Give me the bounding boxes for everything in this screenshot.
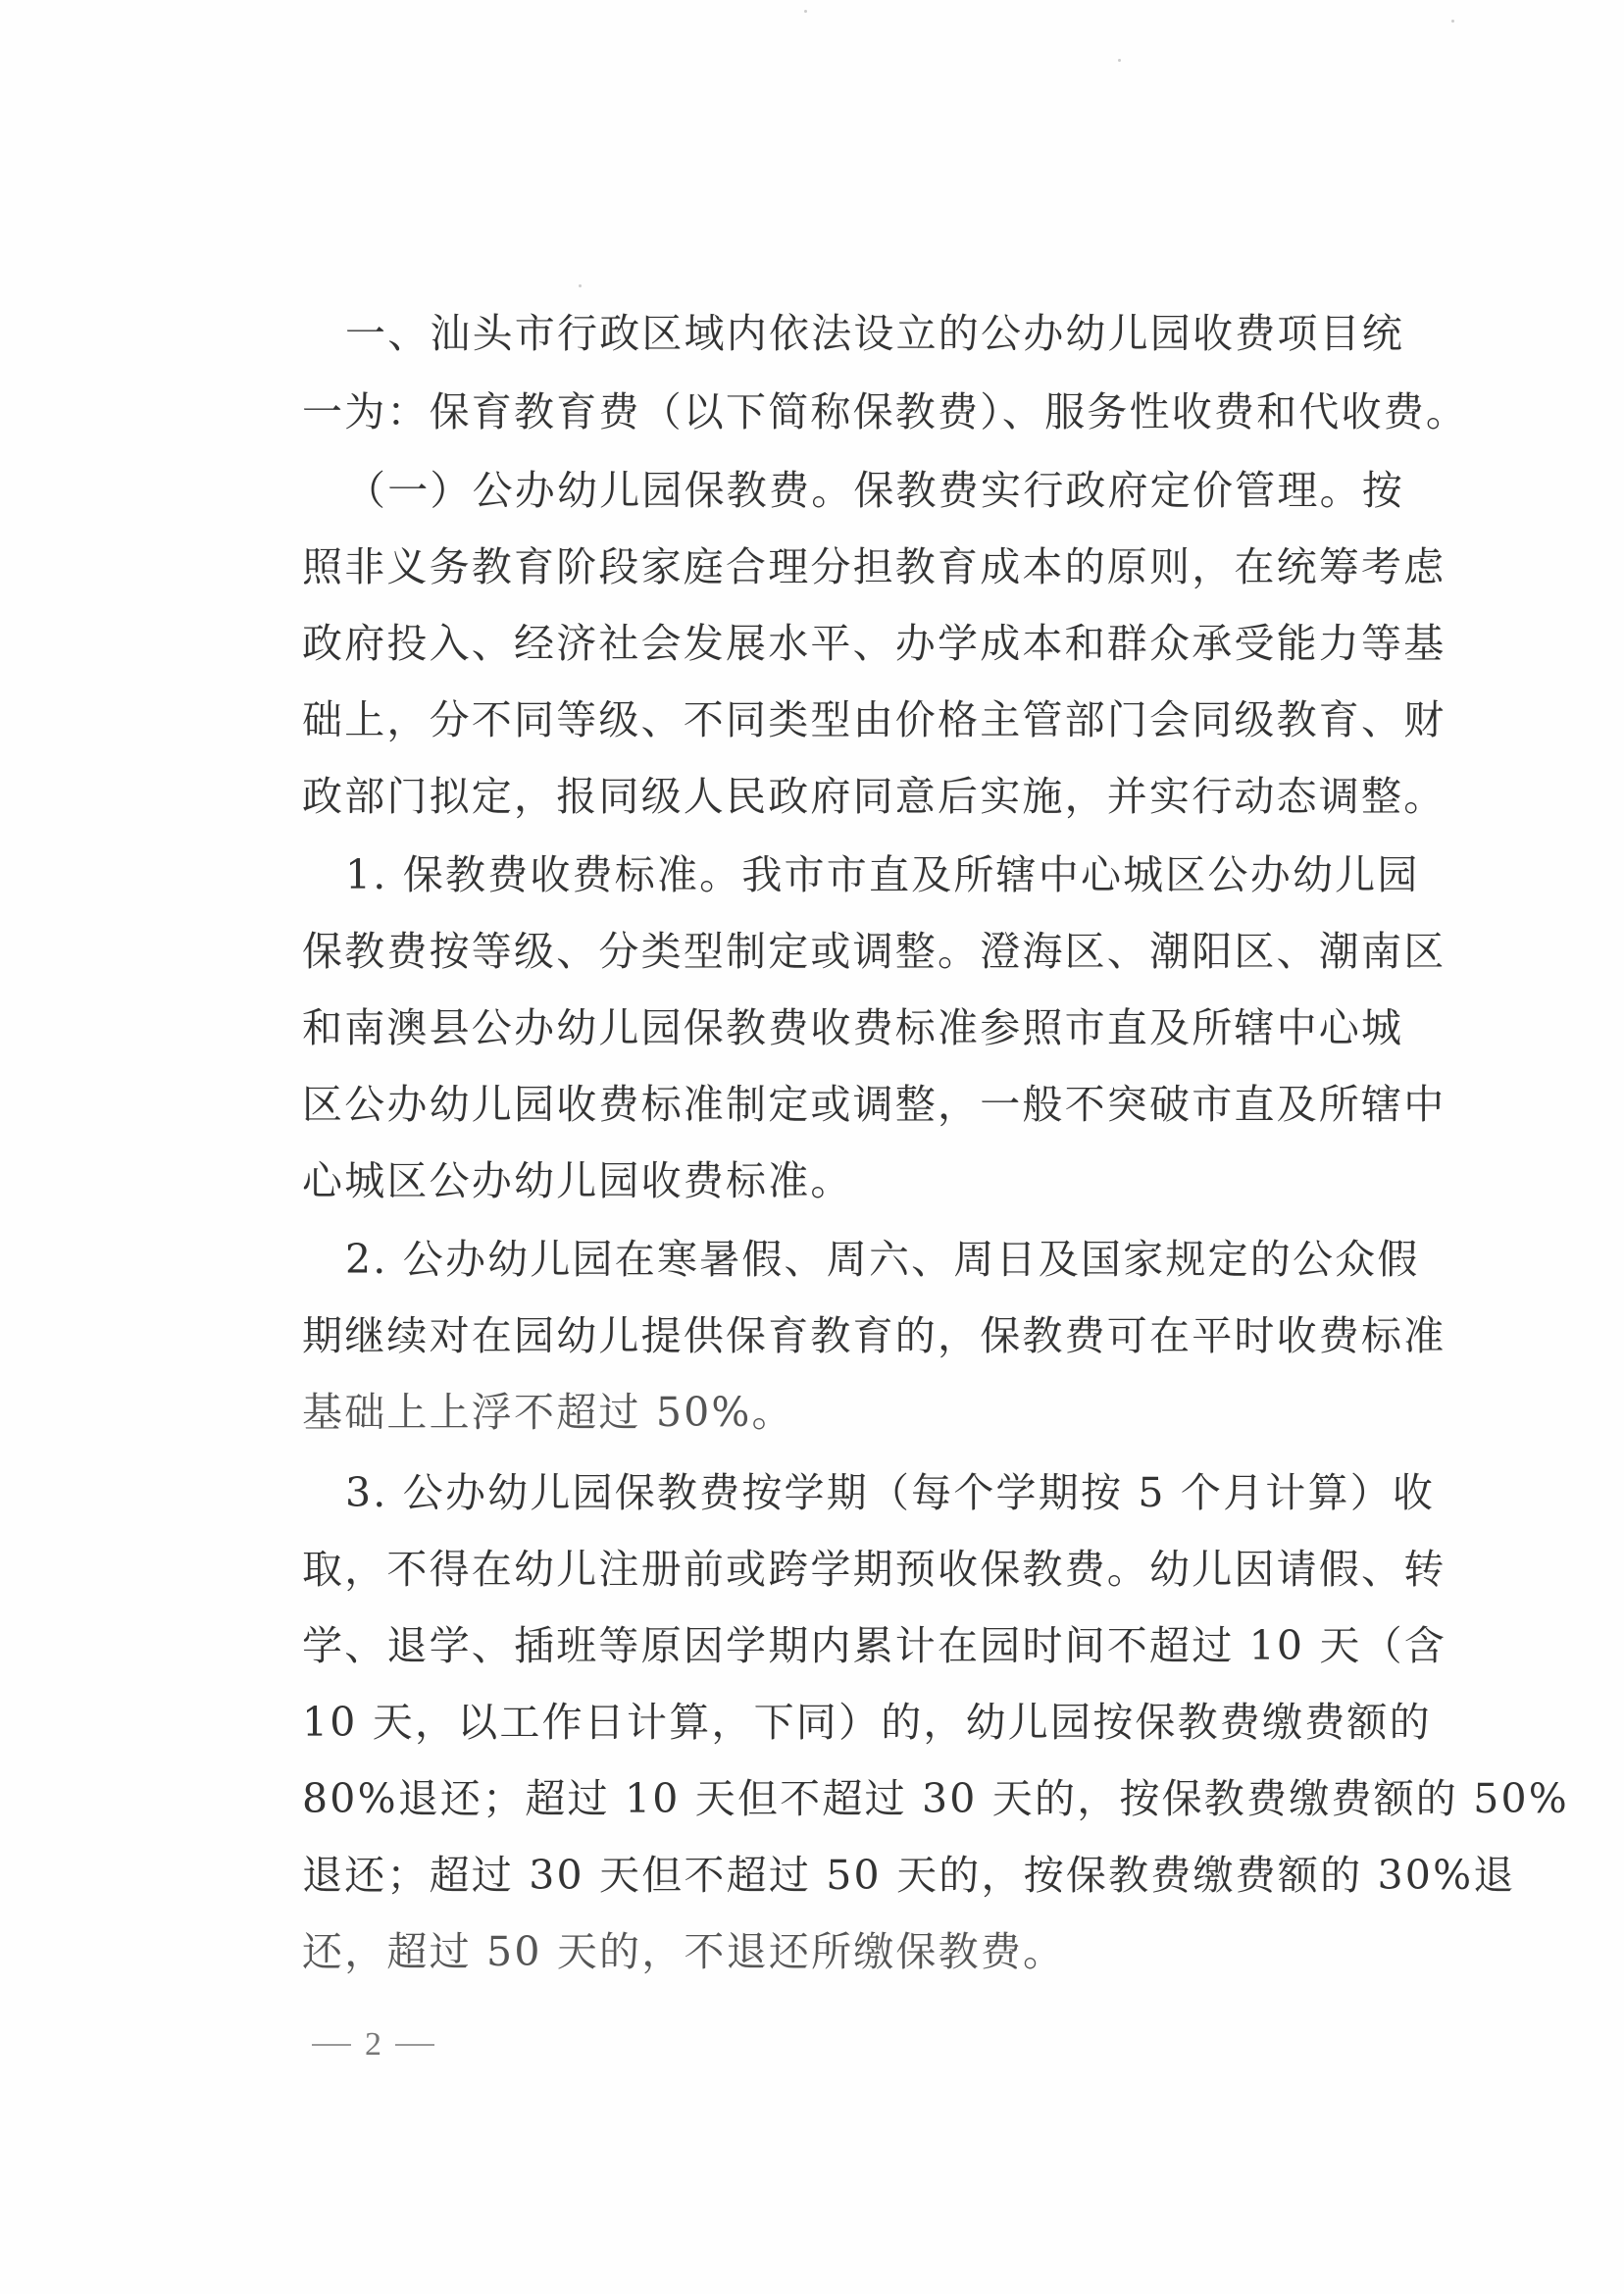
paragraph-line: 80%退还；超过 10 天但不超过 30 天的，按保教费缴费额的 50% bbox=[302, 1775, 1569, 1822]
paragraph-line: 和南澳县公办幼儿园保教费收费标准参照市直及所辖中心城 bbox=[302, 1004, 1404, 1051]
paragraph-line: 础上，分不同等级、不同类型由价格主管部门会同级教育、财 bbox=[302, 696, 1446, 743]
paragraph-line: 一为：保育教育费（以下简称保教费）、服务性收费和代收费。 bbox=[302, 388, 1469, 435]
paragraph-line: 还，超过 50 天的，不退还所缴保教费。 bbox=[302, 1928, 1066, 1975]
scan-speck bbox=[804, 10, 807, 13]
paragraph-line: 区公办幼儿园收费标准制定或调整，一般不突破市直及所辖中 bbox=[302, 1081, 1446, 1128]
paragraph-line: 3. 公办幼儿园保教费按学期（每个学期按 5 个月计算）收 bbox=[345, 1469, 1436, 1516]
paragraph-line: 学、退学、插班等原因学期内累计在园时间不超过 10 天（含 bbox=[302, 1622, 1447, 1669]
page-number-value: 2 bbox=[365, 2026, 381, 2063]
scan-speck bbox=[579, 284, 582, 287]
page-number-dash-left bbox=[312, 2044, 351, 2046]
paragraph-line: 基础上上浮不超过 50%。 bbox=[302, 1389, 794, 1436]
paragraph-line: 照非义务教育阶段家庭合理分担教育成本的原则，在统筹考虑 bbox=[302, 543, 1446, 590]
paragraph-line: 心城区公办幼儿园收费标准。 bbox=[302, 1157, 853, 1204]
paragraph-line: 退还；超过 30 天但不超过 50 天的，按保教费缴费额的 30%退 bbox=[302, 1852, 1516, 1899]
paragraph-line: 2. 公办幼儿园在寒暑假、周六、周日及国家规定的公众假 bbox=[345, 1236, 1420, 1283]
page-number bbox=[312, 2020, 434, 2069]
paragraph-line: 取，不得在幼儿注册前或跨学期预收保教费。幼儿因请假、转 bbox=[302, 1546, 1446, 1593]
paragraph-line: （一）公办幼儿园保教费。保教费实行政府定价管理。按 bbox=[345, 467, 1404, 514]
paragraph-line: 期继续对在园幼儿提供保育教育的，保教费可在平时收费标准 bbox=[302, 1312, 1446, 1359]
paragraph-line: 政府投入、经济社会发展水平、办学成本和群众承受能力等基 bbox=[302, 620, 1446, 667]
paragraph-line: 10 天，以工作日计算，下同）的，幼儿园按保教费缴费额的 bbox=[302, 1699, 1432, 1746]
paragraph-line: 政部门拟定，报同级人民政府同意后实施，并实行动态调整。 bbox=[302, 773, 1446, 820]
paragraph-line: 保教费按等级、分类型制定或调整。澄海区、潮阳区、潮南区 bbox=[302, 928, 1446, 975]
page-number-dash-right bbox=[395, 2044, 434, 2046]
paragraph-line: 1. 保教费收费标准。我市市直及所辖中心城区公办幼儿园 bbox=[345, 851, 1420, 898]
paragraph-line: 一、汕头市行政区域内依法设立的公办幼儿园收费项目统 bbox=[345, 310, 1404, 357]
scan-speck bbox=[1451, 20, 1454, 23]
scan-speck bbox=[1118, 59, 1121, 62]
